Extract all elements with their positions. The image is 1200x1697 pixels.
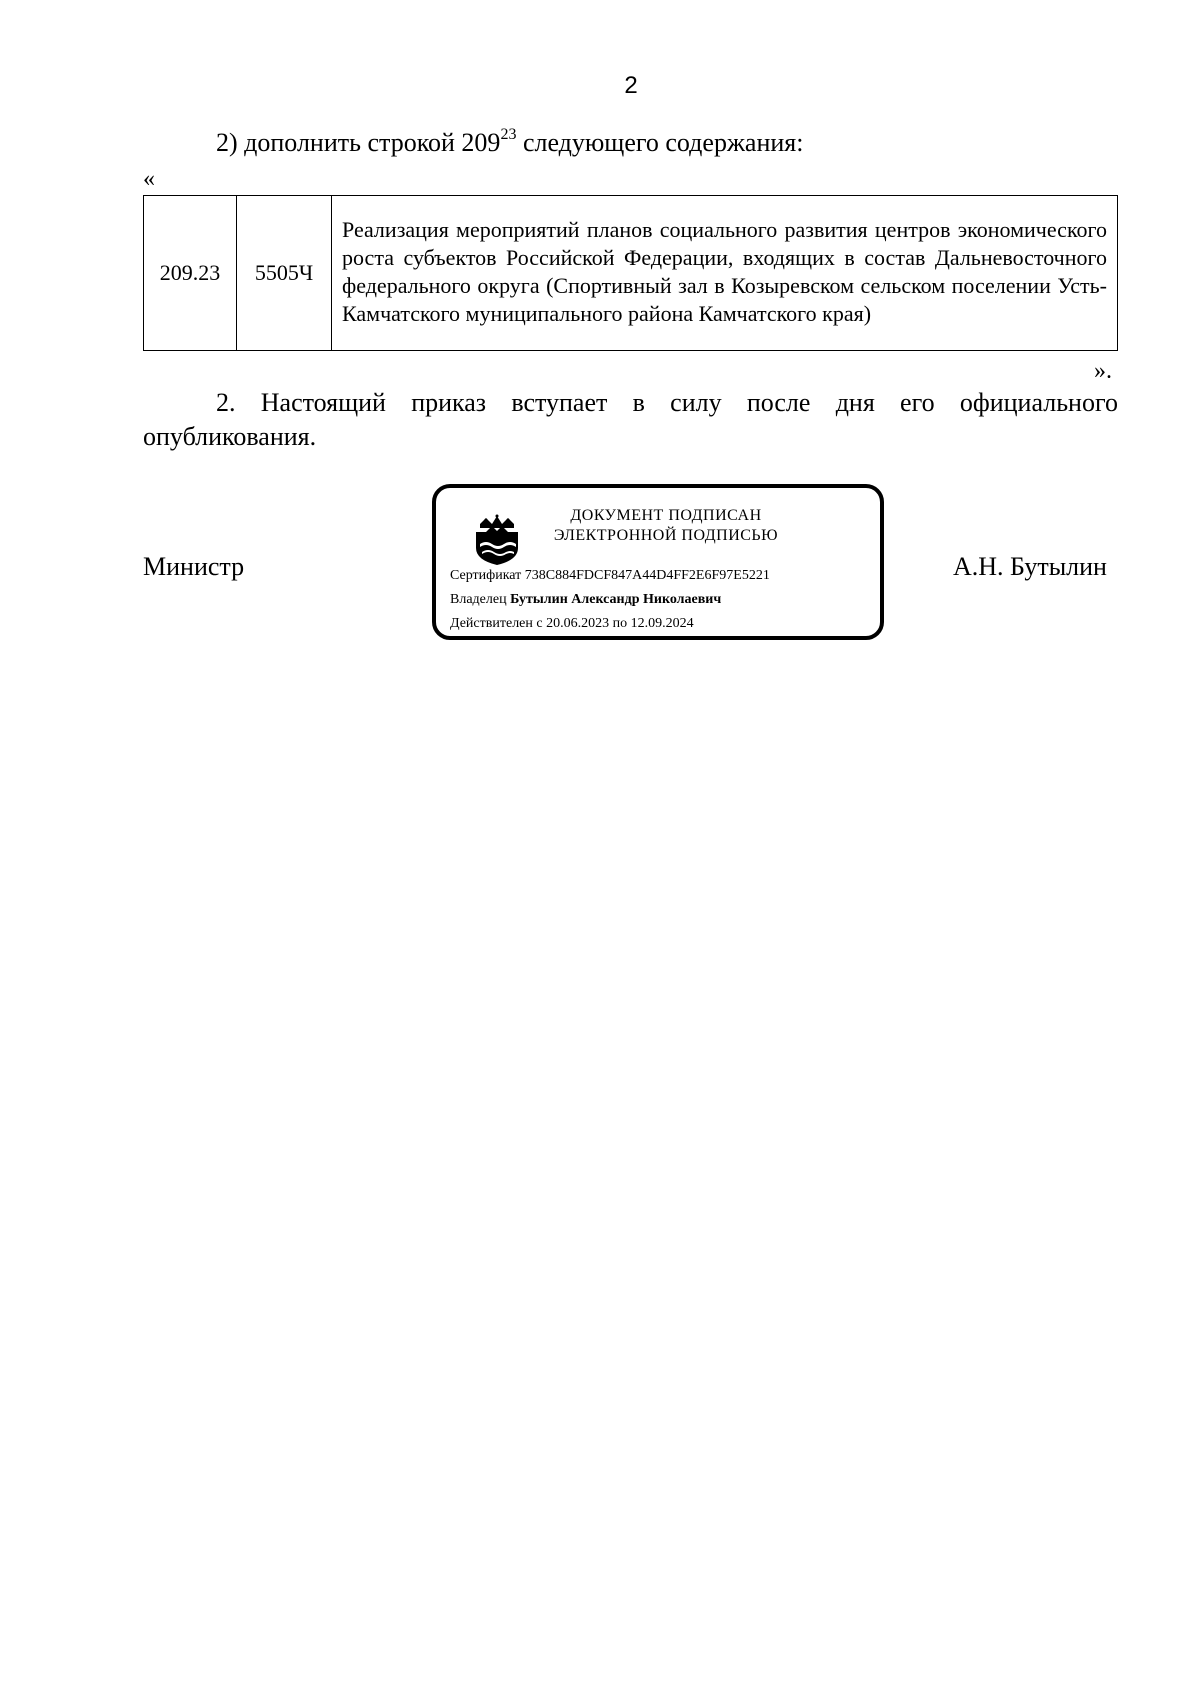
row-description-cell: Реализация мероприятий планов социального развития центров экономического роста субъектов Российской Федерации, входящих в состав Дальневосточного федерального округа (Спортивный зал в Козыревском сельском поселении Усть-Камчатского муниципального района Камчатского края) (332, 196, 1118, 351)
signatory-name: А.Н. Бутылин (953, 552, 1107, 581)
owner-label: Владелец (450, 592, 507, 607)
item-line-suffix: следующего содержания: (516, 128, 804, 157)
certificate-value: 738C884FDCF847A44D4FF2E6F97E5221 (524, 568, 770, 583)
signatory-position: Министр (143, 552, 245, 581)
opening-quote: « (143, 166, 155, 192)
validity-label: Действителен (450, 616, 533, 631)
row-number-cell: 209.23 (144, 196, 237, 351)
closing-quote: ». (1094, 358, 1112, 384)
amendment-item-line (216, 128, 803, 158)
table-row (144, 196, 1118, 351)
amendment-table (143, 195, 1118, 351)
row-code-cell: 5505Ч (237, 196, 332, 351)
stamp-title-line-1: ДОКУМЕНТ ПОДПИСАН (570, 507, 762, 524)
valid-from-date: 20.06.2023 (546, 616, 610, 631)
item-line-prefix: 2) дополнить строкой 209 (216, 128, 501, 157)
valid-to-label: по (612, 616, 628, 631)
stamp-owner (450, 592, 721, 608)
stamp-certificate (450, 568, 770, 584)
kamchatka-coat-of-arms-icon (472, 510, 522, 566)
certificate-label: Сертификат (450, 568, 522, 583)
stamp-title-line-2: ЭЛЕКТРОННОЙ ПОДПИСЬЮ (553, 527, 779, 544)
valid-from-label: с (536, 616, 543, 631)
item-line-superscript: 23 (500, 126, 517, 144)
stamp-title (546, 506, 786, 546)
electronic-signature-stamp (432, 484, 884, 640)
owner-value: Бутылин Александр Николаевич (510, 592, 722, 607)
effective-date-paragraph: 2. Настоящий приказ вступает в силу после дня его официального опубликования. (143, 388, 1118, 451)
page-number: 2 (624, 72, 638, 99)
valid-to-date: 12.09.2024 (630, 616, 694, 631)
stamp-validity (450, 616, 694, 632)
